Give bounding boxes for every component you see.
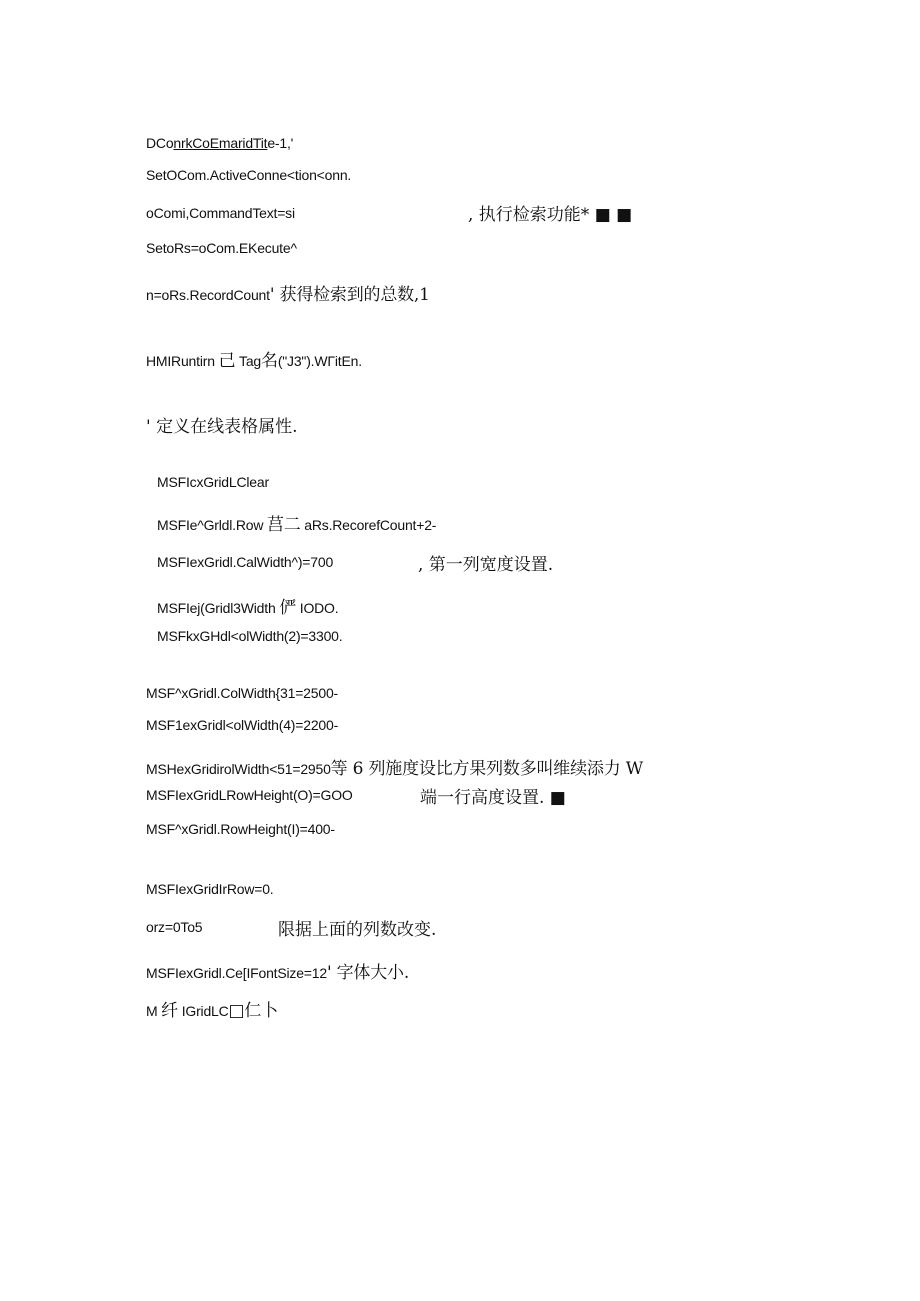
- code-line-17: [146, 821, 335, 837]
- comment-text: ' 获得检索到的总数,1: [269, 285, 430, 305]
- cjk-text: 纤: [161, 1001, 178, 1021]
- code-line-10: [157, 554, 333, 570]
- code-text: DCo: [146, 135, 174, 151]
- comment-text: ' 字体大小.: [326, 963, 410, 983]
- code-text: MSFIexGridl.CalWidth^)=700: [157, 554, 334, 570]
- code-line-14: [146, 717, 338, 733]
- code-text: aRs.RecorefCount+2-: [304, 517, 437, 533]
- code-text: MSF^xGridl.ColWidth{31=2500-: [146, 685, 338, 701]
- code-line-13: [146, 685, 338, 701]
- code-line-15: [146, 754, 643, 779]
- code-text: MSFIexGridl.Ce[IFontSize=12: [146, 965, 327, 981]
- code-line-18: [146, 881, 274, 897]
- comment-text: 端一行高度设置. ■: [420, 788, 566, 808]
- code-text: MSFIexGridIrRow=0.: [146, 881, 274, 897]
- code-text: M: [146, 1003, 158, 1019]
- code-text: MSFkxGHdl<olWidth(2)=3300.: [157, 628, 343, 644]
- code-line-2: [146, 167, 351, 183]
- code-line-16: [146, 787, 353, 803]
- code-line-4: [146, 240, 297, 256]
- code-text: MSF^xGridl.RowHeight(I)=400-: [146, 821, 335, 837]
- code-text: SetOCom.ActiveConne<tion<onn.: [146, 167, 352, 183]
- code-text: MSF1exGridl<olWidth(4)=2200-: [146, 717, 339, 733]
- code-line-3: [146, 205, 295, 221]
- comment-text: 等 6 列施度设比方果列数多叫维续添力 W: [330, 759, 643, 779]
- code-line-12: [157, 628, 342, 644]
- comment-text: 限据上面的列数改变.: [278, 920, 437, 940]
- code-text: HMIRuntirn: [146, 353, 215, 369]
- code-line-11: [157, 593, 338, 618]
- code-line-21: [146, 996, 278, 1021]
- comment-text: , 第一列宽度设置.: [418, 555, 554, 575]
- cjk-text: 名: [261, 351, 278, 371]
- code-text: n=oRs.RecordCount: [146, 287, 270, 303]
- code-text: MSFIexGridLRowHeight(O)=GOO: [146, 787, 353, 803]
- comment-text: , 执行检索功能* ■ ■: [468, 205, 633, 225]
- code-line-8: [157, 474, 269, 490]
- code-text: MSFIe^Grldl.Row: [157, 517, 264, 533]
- code-text: ("J3").WΓitEn.: [277, 353, 362, 369]
- code-line-6: [146, 346, 362, 371]
- code-text: MSFIej(Gridl3Width: [157, 600, 276, 616]
- code-line-9: [157, 510, 436, 535]
- code-text: MSHexGridirolWidth<51=2950: [146, 761, 331, 777]
- code-comment-10: [418, 550, 553, 575]
- cjk-text: 莒二: [266, 515, 301, 535]
- code-text: e-1,': [267, 135, 294, 151]
- code-text: IGridLC: [181, 1003, 229, 1019]
- code-line-19: [146, 919, 202, 935]
- code-line-20: [146, 958, 409, 983]
- comment-line-7: [146, 412, 297, 437]
- code-comment-19: [278, 915, 436, 940]
- code-text-underlined: nrkCoEmaridTit: [173, 135, 268, 151]
- cjk-text: □仁卜: [228, 1001, 278, 1021]
- code-comment-16: [420, 783, 566, 808]
- code-text: oComi,CommandText=si: [146, 205, 295, 221]
- cjk-text: 己: [218, 351, 236, 371]
- code-text: IODO.: [299, 600, 339, 616]
- code-text: Tag: [239, 353, 261, 369]
- code-line-5: [146, 280, 430, 305]
- code-comment-3: [468, 200, 632, 225]
- code-text: MSFIcxGridLClear: [157, 474, 269, 490]
- code-text: orz=0To5: [146, 919, 203, 935]
- code-line-1: [146, 135, 293, 151]
- cjk-text: 俨: [279, 598, 297, 618]
- code-text: SetoRs=oCom.EKecute^: [146, 240, 297, 256]
- comment-text: ' 定义在线表格属性.: [146, 417, 298, 437]
